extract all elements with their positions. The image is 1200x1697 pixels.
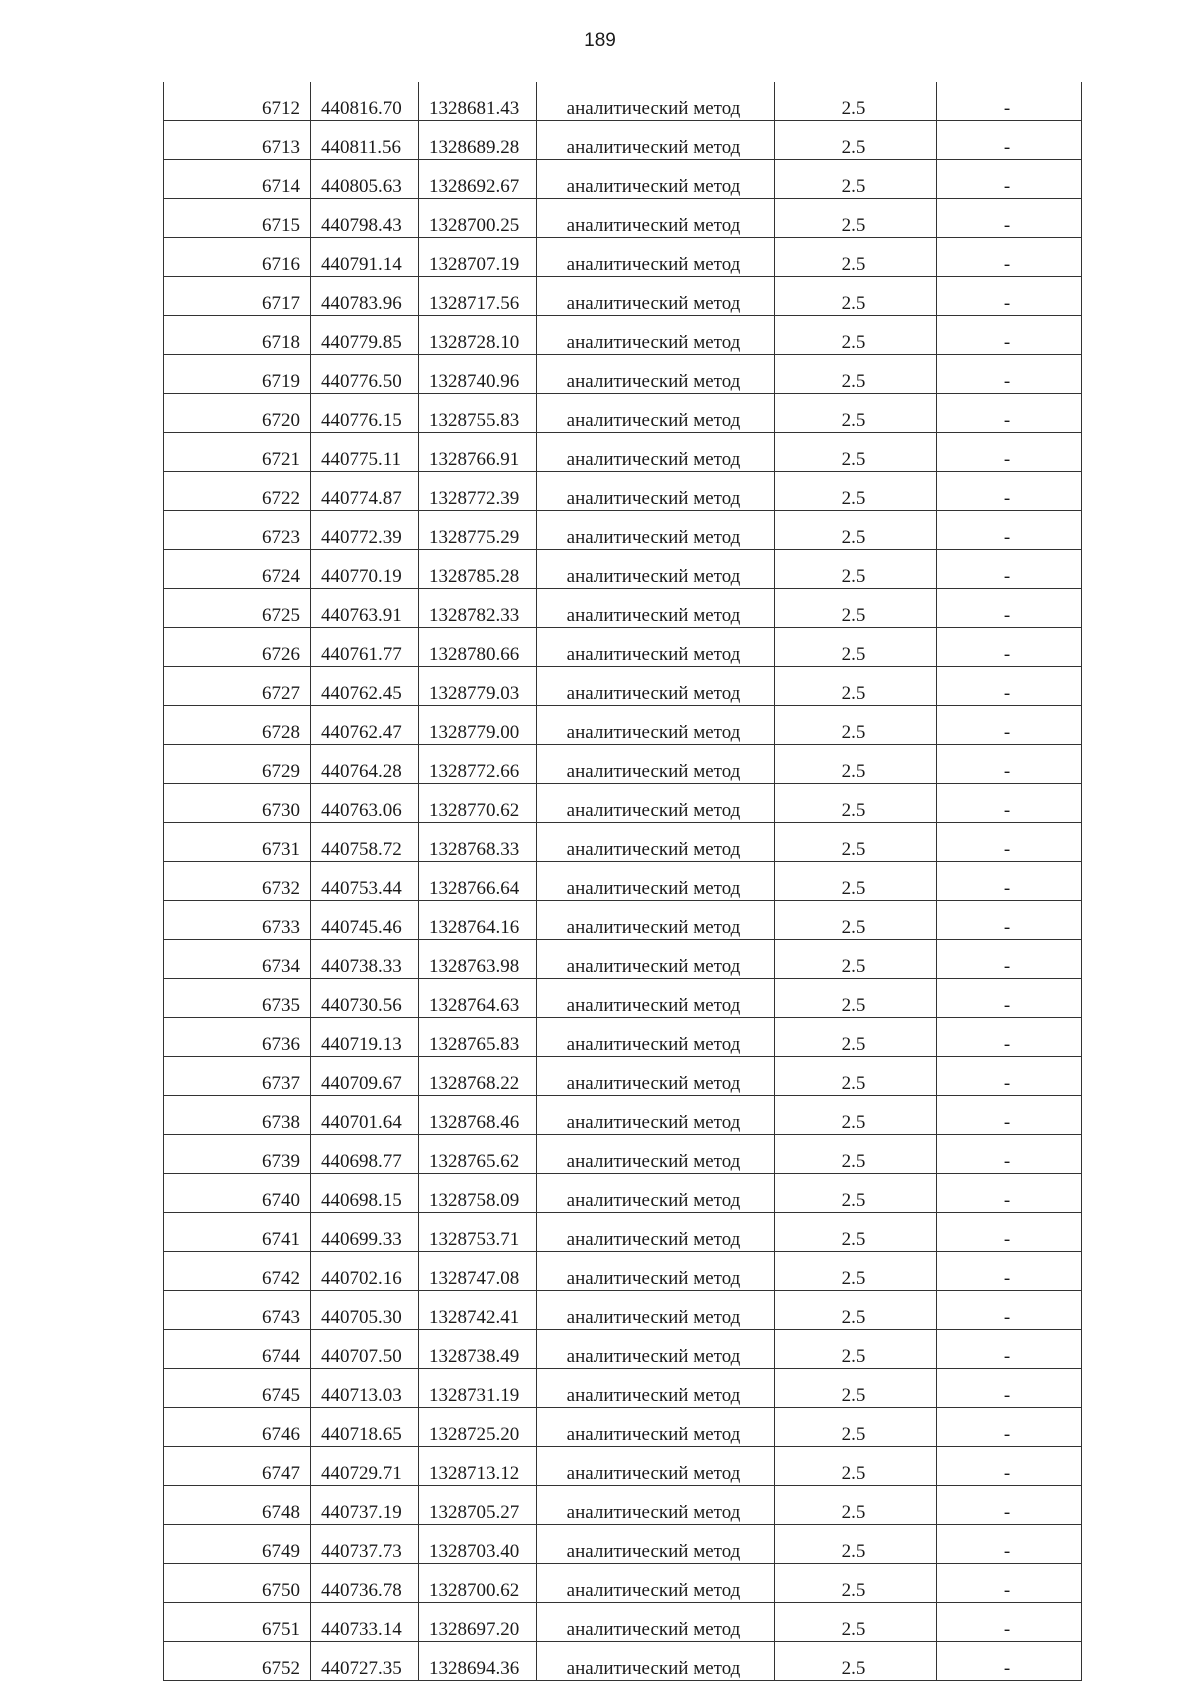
note-cell: -: [937, 1603, 1082, 1642]
accuracy-cell: 2.5: [775, 589, 937, 628]
point-number-cell: 6746: [164, 1408, 311, 1447]
table-row: [164, 589, 1082, 628]
method-cell: аналитический метод: [537, 238, 775, 277]
x-coordinate-cell: 440713.03: [311, 1369, 419, 1408]
table-row: [164, 1447, 1082, 1486]
method-cell: аналитический метод: [537, 1096, 775, 1135]
x-coordinate-cell: 440699.33: [311, 1213, 419, 1252]
note-cell: -: [937, 1018, 1082, 1057]
y-coordinate-cell: 1328740.96: [419, 355, 537, 394]
method-cell: аналитический метод: [537, 901, 775, 940]
x-coordinate-cell: 440783.96: [311, 277, 419, 316]
x-coordinate-cell: 440764.28: [311, 745, 419, 784]
note-cell: -: [937, 745, 1082, 784]
point-number-cell: 6740: [164, 1174, 311, 1213]
table-row: [164, 277, 1082, 316]
method-cell: аналитический метод: [537, 628, 775, 667]
note-cell: -: [937, 667, 1082, 706]
x-coordinate-cell: 440816.70: [311, 82, 419, 121]
x-coordinate-cell: 440776.50: [311, 355, 419, 394]
accuracy-cell: 2.5: [775, 1018, 937, 1057]
x-coordinate-cell: 440762.47: [311, 706, 419, 745]
table-row: [164, 1486, 1082, 1525]
table-row: [164, 1564, 1082, 1603]
accuracy-cell: 2.5: [775, 1135, 937, 1174]
note-cell: -: [937, 1096, 1082, 1135]
table-row: [164, 1369, 1082, 1408]
x-coordinate-cell: 440811.56: [311, 121, 419, 160]
point-number-cell: 6732: [164, 862, 311, 901]
y-coordinate-cell: 1328779.00: [419, 706, 537, 745]
accuracy-cell: 2.5: [775, 1564, 937, 1603]
y-coordinate-cell: 1328707.19: [419, 238, 537, 277]
accuracy-cell: 2.5: [775, 1486, 937, 1525]
x-coordinate-cell: 440763.91: [311, 589, 419, 628]
x-coordinate-cell: 440791.14: [311, 238, 419, 277]
note-cell: -: [937, 901, 1082, 940]
y-coordinate-cell: 1328742.41: [419, 1291, 537, 1330]
table-row: [164, 979, 1082, 1018]
point-number-cell: 6714: [164, 160, 311, 199]
note-cell: -: [937, 238, 1082, 277]
x-coordinate-cell: 440798.43: [311, 199, 419, 238]
method-cell: аналитический метод: [537, 706, 775, 745]
x-coordinate-cell: 440774.87: [311, 472, 419, 511]
note-cell: -: [937, 121, 1082, 160]
point-number-cell: 6737: [164, 1057, 311, 1096]
y-coordinate-cell: 1328764.63: [419, 979, 537, 1018]
table-row: [164, 1252, 1082, 1291]
note-cell: -: [937, 550, 1082, 589]
x-coordinate-cell: 440727.35: [311, 1642, 419, 1681]
table-row: [164, 1603, 1082, 1642]
x-coordinate-cell: 440737.73: [311, 1525, 419, 1564]
note-cell: -: [937, 1213, 1082, 1252]
y-coordinate-cell: 1328779.03: [419, 667, 537, 706]
method-cell: аналитический метод: [537, 121, 775, 160]
accuracy-cell: 2.5: [775, 550, 937, 589]
accuracy-cell: 2.5: [775, 862, 937, 901]
point-number-cell: 6727: [164, 667, 311, 706]
y-coordinate-cell: 1328780.66: [419, 628, 537, 667]
method-cell: аналитический метод: [537, 1369, 775, 1408]
y-coordinate-cell: 1328694.36: [419, 1642, 537, 1681]
note-cell: -: [937, 1330, 1082, 1369]
x-coordinate-cell: 440707.50: [311, 1330, 419, 1369]
x-coordinate-cell: 440745.46: [311, 901, 419, 940]
point-number-cell: 6741: [164, 1213, 311, 1252]
x-coordinate-cell: 440776.15: [311, 394, 419, 433]
y-coordinate-cell: 1328765.62: [419, 1135, 537, 1174]
point-number-cell: 6731: [164, 823, 311, 862]
table-row: [164, 316, 1082, 355]
y-coordinate-cell: 1328768.33: [419, 823, 537, 862]
method-cell: аналитический метод: [537, 1408, 775, 1447]
table-row: [164, 1135, 1082, 1174]
y-coordinate-cell: 1328731.19: [419, 1369, 537, 1408]
y-coordinate-cell: 1328703.40: [419, 1525, 537, 1564]
y-coordinate-cell: 1328692.67: [419, 160, 537, 199]
point-number-cell: 6739: [164, 1135, 311, 1174]
accuracy-cell: 2.5: [775, 784, 937, 823]
table-row: [164, 1330, 1082, 1369]
x-coordinate-cell: 440736.78: [311, 1564, 419, 1603]
x-coordinate-cell: 440709.67: [311, 1057, 419, 1096]
table-row: [164, 121, 1082, 160]
method-cell: аналитический метод: [537, 1174, 775, 1213]
y-coordinate-cell: 1328782.33: [419, 589, 537, 628]
x-coordinate-cell: 440733.14: [311, 1603, 419, 1642]
x-coordinate-cell: 440772.39: [311, 511, 419, 550]
method-cell: аналитический метод: [537, 979, 775, 1018]
accuracy-cell: 2.5: [775, 667, 937, 706]
accuracy-cell: 2.5: [775, 316, 937, 355]
method-cell: аналитический метод: [537, 1330, 775, 1369]
note-cell: -: [937, 940, 1082, 979]
method-cell: аналитический метод: [537, 316, 775, 355]
accuracy-cell: 2.5: [775, 472, 937, 511]
point-number-cell: 6736: [164, 1018, 311, 1057]
table-row: [164, 355, 1082, 394]
x-coordinate-cell: 440719.13: [311, 1018, 419, 1057]
note-cell: -: [937, 1447, 1082, 1486]
point-number-cell: 6743: [164, 1291, 311, 1330]
method-cell: аналитический метод: [537, 1018, 775, 1057]
note-cell: -: [937, 433, 1082, 472]
accuracy-cell: 2.5: [775, 1330, 937, 1369]
y-coordinate-cell: 1328766.64: [419, 862, 537, 901]
y-coordinate-cell: 1328758.09: [419, 1174, 537, 1213]
y-coordinate-cell: 1328775.29: [419, 511, 537, 550]
table-row: [164, 745, 1082, 784]
x-coordinate-cell: 440738.33: [311, 940, 419, 979]
y-coordinate-cell: 1328768.46: [419, 1096, 537, 1135]
point-number-cell: 6744: [164, 1330, 311, 1369]
point-number-cell: 6717: [164, 277, 311, 316]
method-cell: аналитический метод: [537, 1525, 775, 1564]
point-number-cell: 6724: [164, 550, 311, 589]
note-cell: -: [937, 1369, 1082, 1408]
y-coordinate-cell: 1328772.39: [419, 472, 537, 511]
table-row: [164, 706, 1082, 745]
note-cell: -: [937, 1057, 1082, 1096]
note-cell: -: [937, 589, 1082, 628]
accuracy-cell: 2.5: [775, 1174, 937, 1213]
note-cell: -: [937, 979, 1082, 1018]
accuracy-cell: 2.5: [775, 1447, 937, 1486]
x-coordinate-cell: 440805.63: [311, 160, 419, 199]
note-cell: -: [937, 316, 1082, 355]
table-row: [164, 1291, 1082, 1330]
x-coordinate-cell: 440758.72: [311, 823, 419, 862]
point-number-cell: 6745: [164, 1369, 311, 1408]
point-number-cell: 6720: [164, 394, 311, 433]
method-cell: аналитический метод: [537, 199, 775, 238]
x-coordinate-cell: 440718.65: [311, 1408, 419, 1447]
x-coordinate-cell: 440698.77: [311, 1135, 419, 1174]
table-row: [164, 1057, 1082, 1096]
method-cell: аналитический метод: [537, 550, 775, 589]
accuracy-cell: 2.5: [775, 745, 937, 784]
y-coordinate-cell: 1328700.62: [419, 1564, 537, 1603]
accuracy-cell: 2.5: [775, 511, 937, 550]
method-cell: аналитический метод: [537, 1642, 775, 1681]
x-coordinate-cell: 440761.77: [311, 628, 419, 667]
table-row: [164, 1408, 1082, 1447]
y-coordinate-cell: 1328785.28: [419, 550, 537, 589]
method-cell: аналитический метод: [537, 823, 775, 862]
y-coordinate-cell: 1328713.12: [419, 1447, 537, 1486]
x-coordinate-cell: 440775.11: [311, 433, 419, 472]
accuracy-cell: 2.5: [775, 394, 937, 433]
point-number-cell: 6712: [164, 82, 311, 121]
coordinates-table: [163, 82, 1082, 1681]
method-cell: аналитический метод: [537, 1447, 775, 1486]
x-coordinate-cell: 440737.19: [311, 1486, 419, 1525]
note-cell: -: [937, 823, 1082, 862]
note-cell: -: [937, 277, 1082, 316]
table-row: [164, 1642, 1082, 1681]
table-row: [164, 238, 1082, 277]
y-coordinate-cell: 1328738.49: [419, 1330, 537, 1369]
accuracy-cell: 2.5: [775, 160, 937, 199]
note-cell: -: [937, 784, 1082, 823]
y-coordinate-cell: 1328755.83: [419, 394, 537, 433]
table-row: [164, 1213, 1082, 1252]
table-row: [164, 784, 1082, 823]
x-coordinate-cell: 440729.71: [311, 1447, 419, 1486]
point-number-cell: 6713: [164, 121, 311, 160]
note-cell: -: [937, 1642, 1082, 1681]
y-coordinate-cell: 1328689.28: [419, 121, 537, 160]
accuracy-cell: 2.5: [775, 706, 937, 745]
point-number-cell: 6752: [164, 1642, 311, 1681]
method-cell: аналитический метод: [537, 472, 775, 511]
table-row: [164, 901, 1082, 940]
point-number-cell: 6716: [164, 238, 311, 277]
table-row: [164, 1525, 1082, 1564]
method-cell: аналитический метод: [537, 1213, 775, 1252]
accuracy-cell: 2.5: [775, 1369, 937, 1408]
x-coordinate-cell: 440698.15: [311, 1174, 419, 1213]
note-cell: -: [937, 355, 1082, 394]
point-number-cell: 6721: [164, 433, 311, 472]
table-row: [164, 160, 1082, 199]
accuracy-cell: 2.5: [775, 1096, 937, 1135]
accuracy-cell: 2.5: [775, 433, 937, 472]
point-number-cell: 6738: [164, 1096, 311, 1135]
note-cell: -: [937, 628, 1082, 667]
x-coordinate-cell: 440705.30: [311, 1291, 419, 1330]
accuracy-cell: 2.5: [775, 1213, 937, 1252]
note-cell: -: [937, 160, 1082, 199]
point-number-cell: 6725: [164, 589, 311, 628]
y-coordinate-cell: 1328728.10: [419, 316, 537, 355]
table-row: [164, 667, 1082, 706]
method-cell: аналитический метод: [537, 589, 775, 628]
y-coordinate-cell: 1328700.25: [419, 199, 537, 238]
table-row: [164, 1174, 1082, 1213]
method-cell: аналитический метод: [537, 277, 775, 316]
point-number-cell: 6748: [164, 1486, 311, 1525]
note-cell: -: [937, 1525, 1082, 1564]
method-cell: аналитический метод: [537, 862, 775, 901]
note-cell: -: [937, 82, 1082, 121]
y-coordinate-cell: 1328765.83: [419, 1018, 537, 1057]
accuracy-cell: 2.5: [775, 277, 937, 316]
accuracy-cell: 2.5: [775, 199, 937, 238]
method-cell: аналитический метод: [537, 1564, 775, 1603]
accuracy-cell: 2.5: [775, 82, 937, 121]
y-coordinate-cell: 1328717.56: [419, 277, 537, 316]
y-coordinate-cell: 1328772.66: [419, 745, 537, 784]
y-coordinate-cell: 1328747.08: [419, 1252, 537, 1291]
method-cell: аналитический метод: [537, 511, 775, 550]
x-coordinate-cell: 440763.06: [311, 784, 419, 823]
note-cell: -: [937, 706, 1082, 745]
method-cell: аналитический метод: [537, 1057, 775, 1096]
y-coordinate-cell: 1328753.71: [419, 1213, 537, 1252]
point-number-cell: 6747: [164, 1447, 311, 1486]
accuracy-cell: 2.5: [775, 940, 937, 979]
note-cell: -: [937, 394, 1082, 433]
y-coordinate-cell: 1328763.98: [419, 940, 537, 979]
accuracy-cell: 2.5: [775, 628, 937, 667]
table-row: [164, 940, 1082, 979]
method-cell: аналитический метод: [537, 82, 775, 121]
table-row: [164, 199, 1082, 238]
accuracy-cell: 2.5: [775, 1291, 937, 1330]
y-coordinate-cell: 1328770.62: [419, 784, 537, 823]
point-number-cell: 6751: [164, 1603, 311, 1642]
table-row: [164, 550, 1082, 589]
table-row: [164, 1096, 1082, 1135]
method-cell: аналитический метод: [537, 1603, 775, 1642]
method-cell: аналитический метод: [537, 355, 775, 394]
note-cell: -: [937, 1564, 1082, 1603]
point-number-cell: 6734: [164, 940, 311, 979]
y-coordinate-cell: 1328768.22: [419, 1057, 537, 1096]
note-cell: -: [937, 511, 1082, 550]
note-cell: -: [937, 199, 1082, 238]
table-row: [164, 628, 1082, 667]
y-coordinate-cell: 1328681.43: [419, 82, 537, 121]
table-row: [164, 433, 1082, 472]
point-number-cell: 6735: [164, 979, 311, 1018]
y-coordinate-cell: 1328766.91: [419, 433, 537, 472]
point-number-cell: 6742: [164, 1252, 311, 1291]
note-cell: -: [937, 1408, 1082, 1447]
point-number-cell: 6729: [164, 745, 311, 784]
x-coordinate-cell: 440753.44: [311, 862, 419, 901]
method-cell: аналитический метод: [537, 160, 775, 199]
point-number-cell: 6728: [164, 706, 311, 745]
accuracy-cell: 2.5: [775, 1642, 937, 1681]
note-cell: -: [937, 1486, 1082, 1525]
method-cell: аналитический метод: [537, 745, 775, 784]
accuracy-cell: 2.5: [775, 1252, 937, 1291]
point-number-cell: 6715: [164, 199, 311, 238]
method-cell: аналитический метод: [537, 1135, 775, 1174]
table-row: [164, 823, 1082, 862]
table-row: [164, 82, 1082, 121]
note-cell: -: [937, 862, 1082, 901]
method-cell: аналитический метод: [537, 784, 775, 823]
method-cell: аналитический метод: [537, 1291, 775, 1330]
note-cell: -: [937, 1135, 1082, 1174]
accuracy-cell: 2.5: [775, 1408, 937, 1447]
note-cell: -: [937, 472, 1082, 511]
y-coordinate-cell: 1328764.16: [419, 901, 537, 940]
method-cell: аналитический метод: [537, 394, 775, 433]
point-number-cell: 6718: [164, 316, 311, 355]
accuracy-cell: 2.5: [775, 121, 937, 160]
point-number-cell: 6733: [164, 901, 311, 940]
x-coordinate-cell: 440701.64: [311, 1096, 419, 1135]
page-number: 189: [584, 30, 616, 51]
accuracy-cell: 2.5: [775, 823, 937, 862]
table-row: [164, 511, 1082, 550]
accuracy-cell: 2.5: [775, 238, 937, 277]
table-row: [164, 862, 1082, 901]
method-cell: аналитический метод: [537, 1486, 775, 1525]
x-coordinate-cell: 440762.45: [311, 667, 419, 706]
accuracy-cell: 2.5: [775, 1603, 937, 1642]
table-row: [164, 472, 1082, 511]
table-body: [164, 82, 1082, 1681]
note-cell: -: [937, 1252, 1082, 1291]
table-row: [164, 394, 1082, 433]
y-coordinate-cell: 1328705.27: [419, 1486, 537, 1525]
table-row: [164, 1018, 1082, 1057]
method-cell: аналитический метод: [537, 1252, 775, 1291]
point-number-cell: 6719: [164, 355, 311, 394]
y-coordinate-cell: 1328725.20: [419, 1408, 537, 1447]
point-number-cell: 6730: [164, 784, 311, 823]
point-number-cell: 6723: [164, 511, 311, 550]
method-cell: аналитический метод: [537, 667, 775, 706]
x-coordinate-cell: 440702.16: [311, 1252, 419, 1291]
point-number-cell: 6749: [164, 1525, 311, 1564]
accuracy-cell: 2.5: [775, 901, 937, 940]
x-coordinate-cell: 440730.56: [311, 979, 419, 1018]
x-coordinate-cell: 440770.19: [311, 550, 419, 589]
point-number-cell: 6722: [164, 472, 311, 511]
accuracy-cell: 2.5: [775, 979, 937, 1018]
accuracy-cell: 2.5: [775, 1525, 937, 1564]
x-coordinate-cell: 440779.85: [311, 316, 419, 355]
y-coordinate-cell: 1328697.20: [419, 1603, 537, 1642]
point-number-cell: 6726: [164, 628, 311, 667]
note-cell: -: [937, 1174, 1082, 1213]
point-number-cell: 6750: [164, 1564, 311, 1603]
note-cell: -: [937, 1291, 1082, 1330]
method-cell: аналитический метод: [537, 940, 775, 979]
accuracy-cell: 2.5: [775, 1057, 937, 1096]
method-cell: аналитический метод: [537, 433, 775, 472]
accuracy-cell: 2.5: [775, 355, 937, 394]
